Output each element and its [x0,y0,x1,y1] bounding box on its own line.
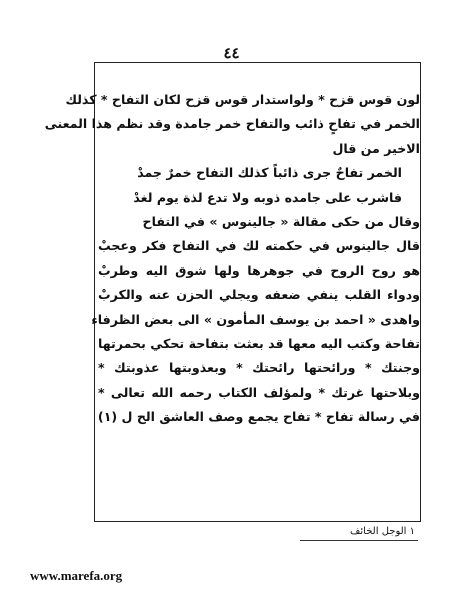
text-line: في رسالة تفاح * تفاح يجمع وصف العاشق الح ل (١) [97,409,420,425]
verse-line: الخمر تفاحٌ جرى ذائباً كذلك التفاح خمرٌ جمدْ [137,165,402,181]
text-line: الخمر في تفاحٍ ذائب والتفاح خمر جامدة وقد نظم هذا المعنى [44,116,420,132]
footnote: ١ الوجل الخائف [350,526,415,537]
body-text [44,88,420,429]
verse-line: فاشرب على جامده ذوبه ولا تدع لذة يوم لغدْ [133,189,402,205]
text-line: لون قوس قزح * ولواستدار قوس قزح لكان التفاح * كذلك [65,92,420,107]
watermark-url: www.marefa.org [30,568,123,583]
text-line: تفاحة وكتب اليه معها قد بعثت بتفاحة تحكي بحمرتها [98,335,420,351]
text-line: واهدى « احمد بن يوسف المأمون » الى بعض الظرفاء [91,311,420,327]
footnote-rule [300,540,418,541]
text-line: وجنتك * ورائحتها رائحتك * وبعذوبتها عذوبتك * [98,360,420,376]
verse-line: هو روح الروح في جوهرها ولها شوق اليه وطربْ [98,262,420,278]
text-line: وبلاحتها غرتك * ولمؤلف الكتاب رحمه الله تعالى * [98,384,420,400]
text-line: وقال من حكى مقالة « جالينوس » في التفاح [142,213,420,229]
text-line: الاخير من قال [332,140,420,156]
verse-line: ودواء القلب ينفي ضعفه ويجلي الحزن عنه والكربْ [98,287,420,303]
page-number: ٤٤ [223,44,240,62]
verse-line: قال جالينوس في حكمته لك في التفاح فكر وعجبْ [98,238,420,254]
